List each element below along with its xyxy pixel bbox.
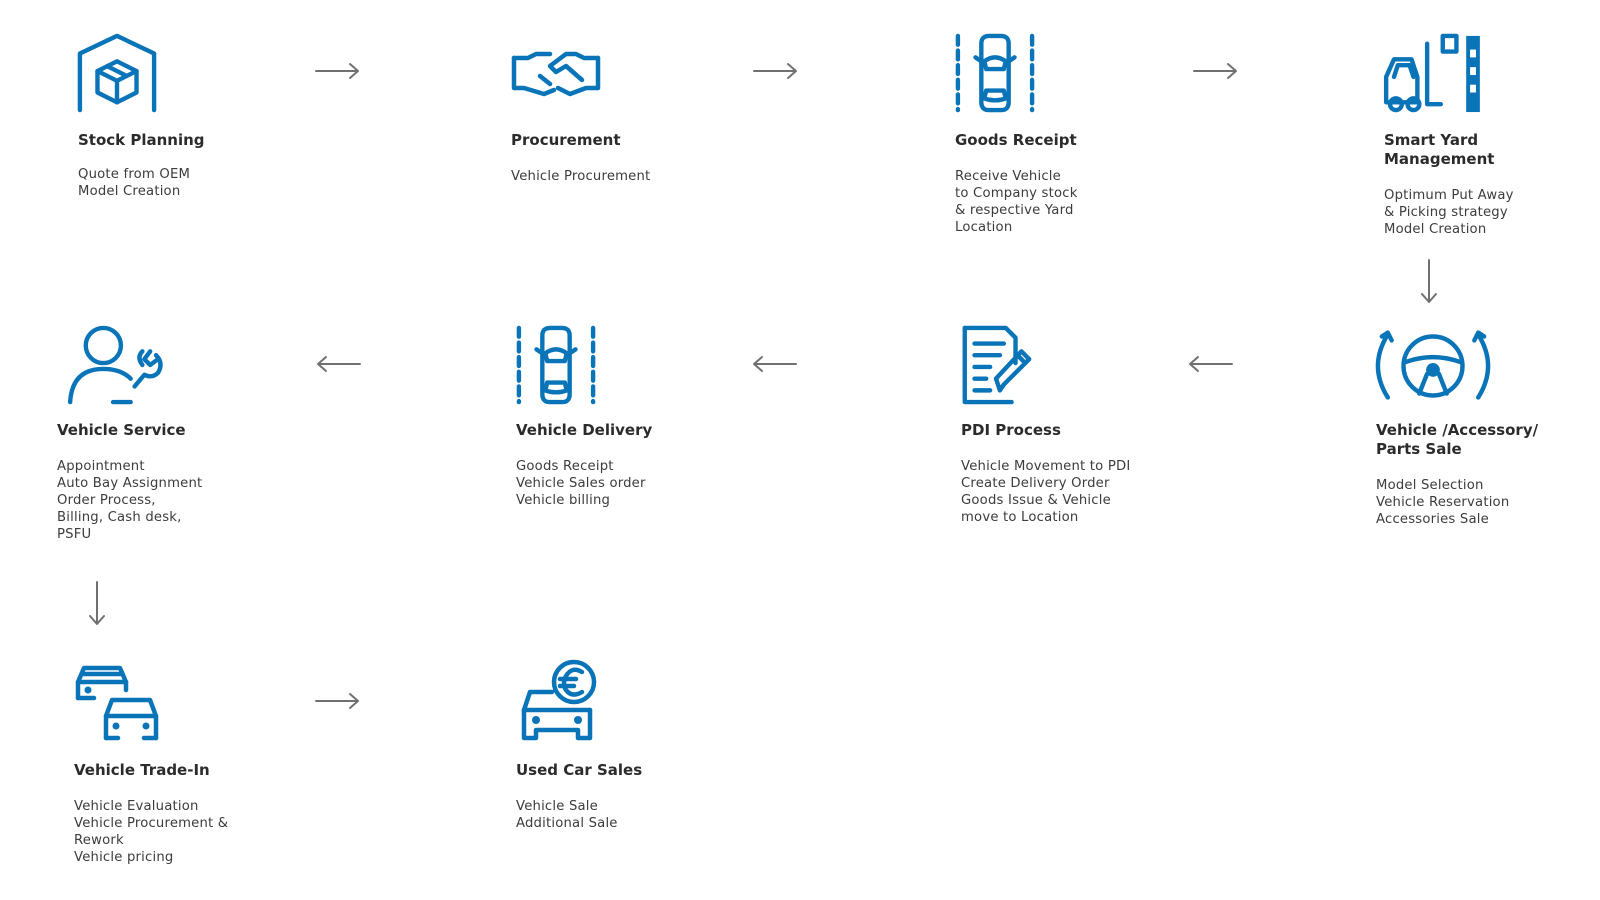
step-title-line: Management	[1384, 150, 1495, 168]
step-details	[516, 798, 618, 832]
step-detail-line: & respective Yard	[955, 203, 1074, 218]
car-euro-icon	[516, 658, 600, 742]
step-detail-line: Vehicle Movement to PDI	[961, 459, 1131, 474]
two-cars-icon	[74, 658, 164, 742]
step-title: Vehicle Delivery	[516, 421, 653, 439]
step-detail-line: Vehicle pricing	[74, 850, 174, 865]
step-details	[511, 168, 650, 185]
handshake-icon	[510, 48, 602, 98]
step-detail-line: Vehicle Procurement &	[74, 816, 229, 831]
flow-arrow-left	[314, 355, 362, 373]
flow-arrow-right	[752, 62, 800, 80]
step-detail-line: Create Delivery Order	[961, 476, 1110, 491]
step-title: Procurement	[511, 131, 621, 149]
step-details	[78, 166, 190, 200]
step-detail-line: Model Selection	[1376, 478, 1484, 493]
step-detail-line: to Company stock	[955, 186, 1078, 201]
step-detail-line: Rework	[74, 833, 124, 848]
step-detail-line: Receive Vehicle	[955, 169, 1061, 184]
car-lane-icon	[954, 32, 1036, 114]
person-wrench-icon	[66, 324, 168, 406]
step-detail-line: Vehicle Sale	[516, 799, 598, 814]
step-detail-line: Billing, Cash desk,	[57, 510, 182, 525]
flow-arrow-right	[314, 62, 362, 80]
step-title: Vehicle Service	[57, 421, 186, 439]
step-details	[1384, 187, 1514, 238]
step-title: Stock Planning	[78, 131, 205, 149]
step-title-line: Smart Yard	[1384, 131, 1479, 149]
step-detail-line: Vehicle Evaluation	[74, 799, 199, 814]
step-title: Goods Receipt	[955, 131, 1077, 149]
step-title: Vehicle Trade-In	[74, 761, 210, 779]
steering-wheel-icon	[1374, 326, 1492, 406]
step-title-line: Parts Sale	[1376, 440, 1462, 458]
flow-arrow-left	[750, 355, 798, 373]
step-detail-line: PSFU	[57, 527, 92, 542]
step-details	[1376, 477, 1509, 528]
flow-arrow-left	[1186, 355, 1234, 373]
step-details	[57, 458, 202, 543]
step-detail-line: Vehicle Sales order	[516, 476, 646, 491]
step-detail-line: Optimum Put Away	[1384, 188, 1514, 203]
step-detail-line: Location	[955, 220, 1013, 235]
step-title: PDI Process	[961, 421, 1061, 439]
car-lane-icon	[515, 324, 597, 406]
step-details	[74, 798, 228, 866]
step-detail-line: Model Creation	[78, 184, 181, 199]
step-details	[961, 458, 1130, 526]
step-detail-line: Appointment	[57, 459, 145, 474]
step-detail-line: Model Creation	[1384, 222, 1487, 237]
step-detail-line: Additional Sale	[516, 816, 618, 831]
step-title: Used Car Sales	[516, 761, 643, 779]
warehouse-box-icon	[76, 32, 158, 114]
step-detail-line: Order Process,	[57, 493, 156, 508]
forklift-shelf-icon	[1382, 32, 1484, 114]
step-detail-line: Accessories Sale	[1376, 512, 1489, 527]
step-detail-line: Goods Issue & Vehicle	[961, 493, 1111, 508]
step-detail-line: Vehicle Procurement	[511, 169, 651, 184]
step-detail-line: Vehicle Reservation	[1376, 495, 1510, 510]
step-detail-line: move to Location	[961, 510, 1079, 525]
flow-arrow-down	[1420, 258, 1438, 306]
step-detail-line: & Picking strategy	[1384, 205, 1508, 220]
document-pen-icon	[960, 324, 1032, 406]
step-detail-line: Quote from OEM	[78, 167, 191, 182]
step-details	[516, 458, 646, 509]
step-detail-line: Vehicle billing	[516, 493, 611, 508]
flow-arrow-right	[1192, 62, 1240, 80]
step-detail-line: Goods Receipt	[516, 459, 614, 474]
flow-arrow-down	[88, 580, 106, 628]
step-title-line: Vehicle /Accessory/	[1376, 421, 1539, 439]
step-details	[955, 168, 1078, 236]
step-detail-line: Auto Bay Assignment	[57, 476, 203, 491]
flow-arrow-right	[314, 692, 362, 710]
